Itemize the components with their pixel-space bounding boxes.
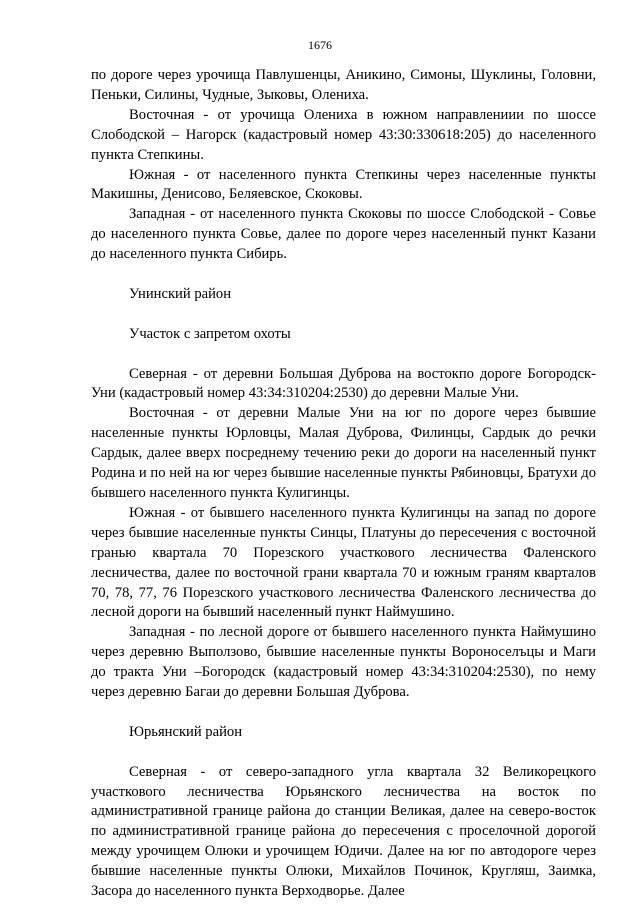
paragraph: Северная - от северо-западного угла квартала 32 Великорецкого участкового лесничества Юрьянского лесничества на восток по административной границе района до станции Великая, далее на северо-восток по административной границе района до пересечения с проселочной дорогой между урочищем Олюки и урочищем Юдичи. Далее на юг по автодороге через бывшие населенные пункты Олюки, Михайлов Починок, Кругляш, Заимка, Засора до населенного пункта Верходворье. Далее	[91, 763, 596, 900]
blank-line	[91, 345, 596, 365]
document-body	[91, 66, 596, 902]
paragraph: Северная - от деревни Большая Дуброва на востокпо дороге Богородск-Уни (кадастровый номер 43:34:310204:2530) до деревни Малые Уни.	[91, 365, 596, 402]
page-number: 1676	[308, 38, 332, 52]
blank-line	[91, 743, 596, 763]
blank-line	[91, 305, 596, 325]
section-heading: Участок с запретом охоты	[129, 325, 291, 342]
paragraph: Восточная - от урочища Олениха в южном направлениии по шоссе Слободской – Нагорск (кадастровый номер 43:30:330618:205) до населенного пункта Степкины.	[91, 106, 596, 163]
paragraph: Западная - по лесной дороге от бывшего населенного пункта Наймушино через деревню Выползово, бывшие населенные пункты Вороноселъцы и Маги до тракта Уни –Богородск (кадастровый номер 43:34:310204:2530), по нему через деревню Багаи до деревни Большая Дуброва.	[91, 624, 596, 701]
paragraph: Южная - от бывшего населенного пункта Кулигинцы на запад по дороге через бывшие населенные пункты Синцы, Платуны до пересечения с восточной гранью квартала 70 Порезского участкового лесничества Фаленского лесничества, далее по восточной грани квартала 70 и южным граням кварталов 70, 78, 77, 76 Порезского участкового лесничества Фаленского лесничества до лесной дороги на бывший населенный пункт Наймушино.	[91, 504, 596, 621]
paragraph: Южная - от населенного пункта Степкины через населенные пункты Макишны, Денисово, Беляевское, Скоковы.	[91, 166, 596, 203]
section-heading: Унинский район	[129, 285, 232, 302]
blank-line	[91, 265, 596, 285]
paragraph: Восточная - от деревни Малые Уни на юг по дороге через бывшие населенные пункты Юрловцы, Малая Дуброва, Филинцы, Сардык до речки Сардык, далее вверх посреднему течению реки до дороги на населенный пункт Родина и по ней на юг через бывшие населенные пункты Рябиновцы, Братухи до бывшего населенного пункта Кулигинцы.	[91, 405, 596, 501]
paragraph: Западная - от населенного пункта Скоковы по шоссе Слободской - Совье до населенного пункта Совье, далее по дороге через населенный пункт Казани до населенного пункта Сибирь.	[91, 206, 596, 263]
paragraph: по дороге через урочища Павлушенцы, Аникино, Симоны, Шуклины, Головни, Пеньки, Силины, Чудные, Зыковы, Олениха.	[91, 67, 596, 103]
blank-line	[91, 703, 596, 723]
section-heading: Юрьянский район	[129, 723, 243, 740]
